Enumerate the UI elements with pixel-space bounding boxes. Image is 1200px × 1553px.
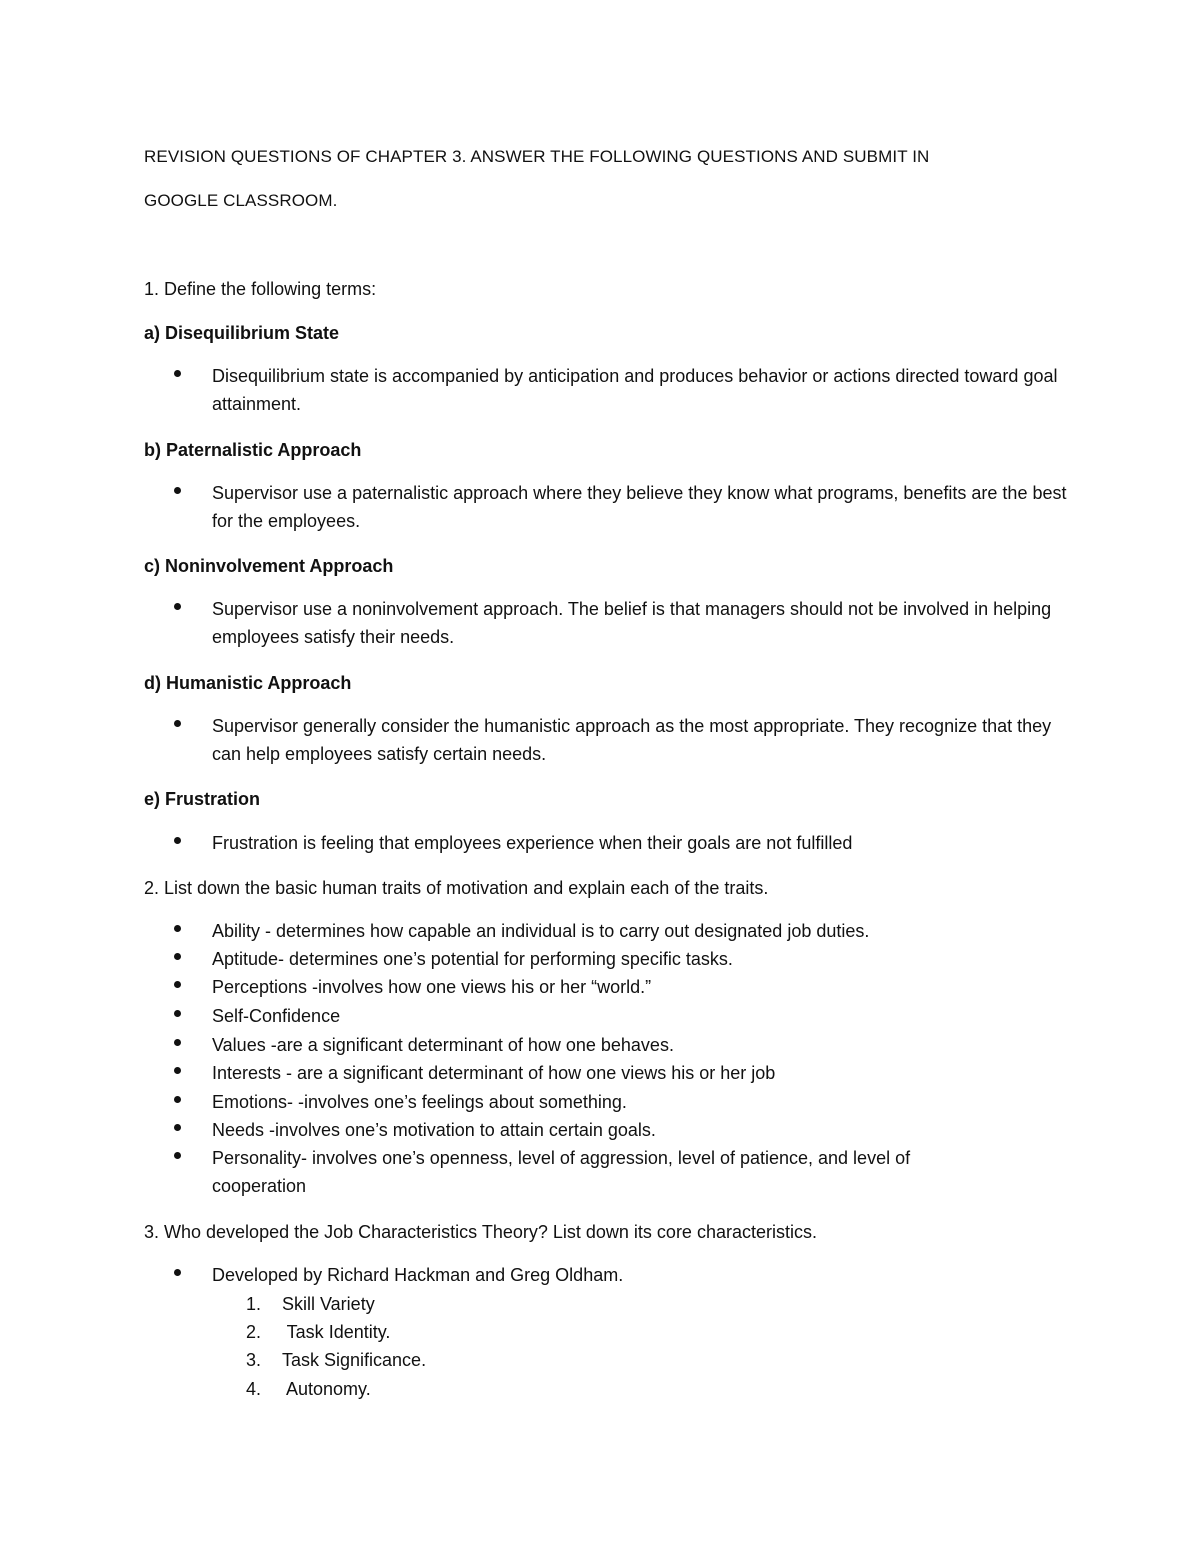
list-number: 4.: [246, 1379, 262, 1399]
list-number: 1.: [246, 1294, 262, 1314]
bullet-icon: [174, 603, 181, 610]
trait-text: Self-Confidence: [212, 1006, 341, 1026]
bullet-icon: [174, 1010, 181, 1017]
question-3-prompt: 3. Who developed the Job Characteristics Theory? List down its core characteristics.: [144, 1222, 817, 1242]
term-answer-text: Supervisor use a paternalistic approach where they believe they know what programs, benefits are the best for the employees.: [212, 483, 1067, 531]
bullet-icon: [174, 1096, 181, 1103]
characteristic-text: Autonomy.: [282, 1379, 371, 1399]
bullet-icon: [174, 720, 181, 727]
bullet-icon: [174, 1152, 181, 1159]
term-answer-text: Supervisor use a noninvolvement approach. The belief is that managers should not be involved in helping employees satisfy their needs.: [212, 599, 1052, 647]
trait-text: Perceptions -involves how one views his or her “world.”: [212, 977, 652, 997]
question-2-prompt: 2. List down the basic human traits of motivation and explain each of the traits.: [144, 878, 769, 898]
trait-text: Personality- involves one’s openness, level of aggression, level of patience, and level of cooperation: [212, 1148, 911, 1196]
bullet-icon: [174, 1067, 181, 1074]
term-answer-text: Frustration is feeling that employees experience when their goals are not fulfilled: [212, 833, 853, 853]
bullet-icon: [174, 1269, 181, 1276]
list-number: 3.: [246, 1350, 262, 1370]
characteristic-text: Skill Variety: [282, 1294, 375, 1314]
bullet-icon: [174, 370, 181, 377]
term-answer-text: Disequilibrium state is accompanied by anticipation and produces behavior or actions directed toward goal attainment.: [212, 366, 1058, 414]
trait-text: Emotions- -involves one’s feelings about something.: [212, 1092, 627, 1112]
bullet-icon: [174, 1039, 181, 1046]
bullet-icon: [174, 487, 181, 494]
developer-text: Developed by Richard Hackman and Greg Oldham.: [212, 1265, 624, 1285]
list-number: 2.: [246, 1322, 262, 1342]
trait-text: Values -are a significant determinant of how one behaves.: [212, 1035, 674, 1055]
document-heading-line-2: GOOGLE CLASSROOM.: [144, 191, 338, 210]
term-label-paternalistic: b) Paternalistic Approach: [144, 440, 362, 460]
term-label-frustration: e) Frustration: [144, 789, 261, 809]
bullet-icon: [174, 837, 181, 844]
document-heading-line-1: REVISION QUESTIONS OF CHAPTER 3. ANSWER THE FOLLOWING QUESTIONS AND SUBMIT IN: [144, 147, 930, 166]
characteristic-text: Task Identity.: [282, 1322, 391, 1342]
term-label-noninvolvement: c) Noninvolvement Approach: [144, 556, 394, 576]
characteristic-text: Task Significance.: [282, 1350, 427, 1370]
question-1-prompt: 1. Define the following terms:: [144, 279, 377, 299]
trait-text: Needs -involves one’s motivation to attain certain goals.: [212, 1120, 656, 1140]
trait-text: Interests - are a significant determinant of how one views his or her job: [212, 1063, 776, 1083]
term-label-disequilibrium: a) Disequilibrium State: [144, 323, 340, 343]
bullet-icon: [174, 953, 181, 960]
trait-text: Ability - determines how capable an individual is to carry out designated job duties.: [212, 921, 870, 941]
bullet-icon: [174, 925, 181, 932]
term-label-humanistic: d) Humanistic Approach: [144, 673, 352, 693]
bullet-icon: [174, 1124, 181, 1131]
bullet-icon: [174, 981, 181, 988]
term-answer-text: Supervisor generally consider the humanistic approach as the most appropriate. They recognize that they can help employees satisfy certain needs.: [212, 716, 1052, 764]
trait-text: Aptitude- determines one’s potential for performing specific tasks.: [212, 949, 733, 969]
